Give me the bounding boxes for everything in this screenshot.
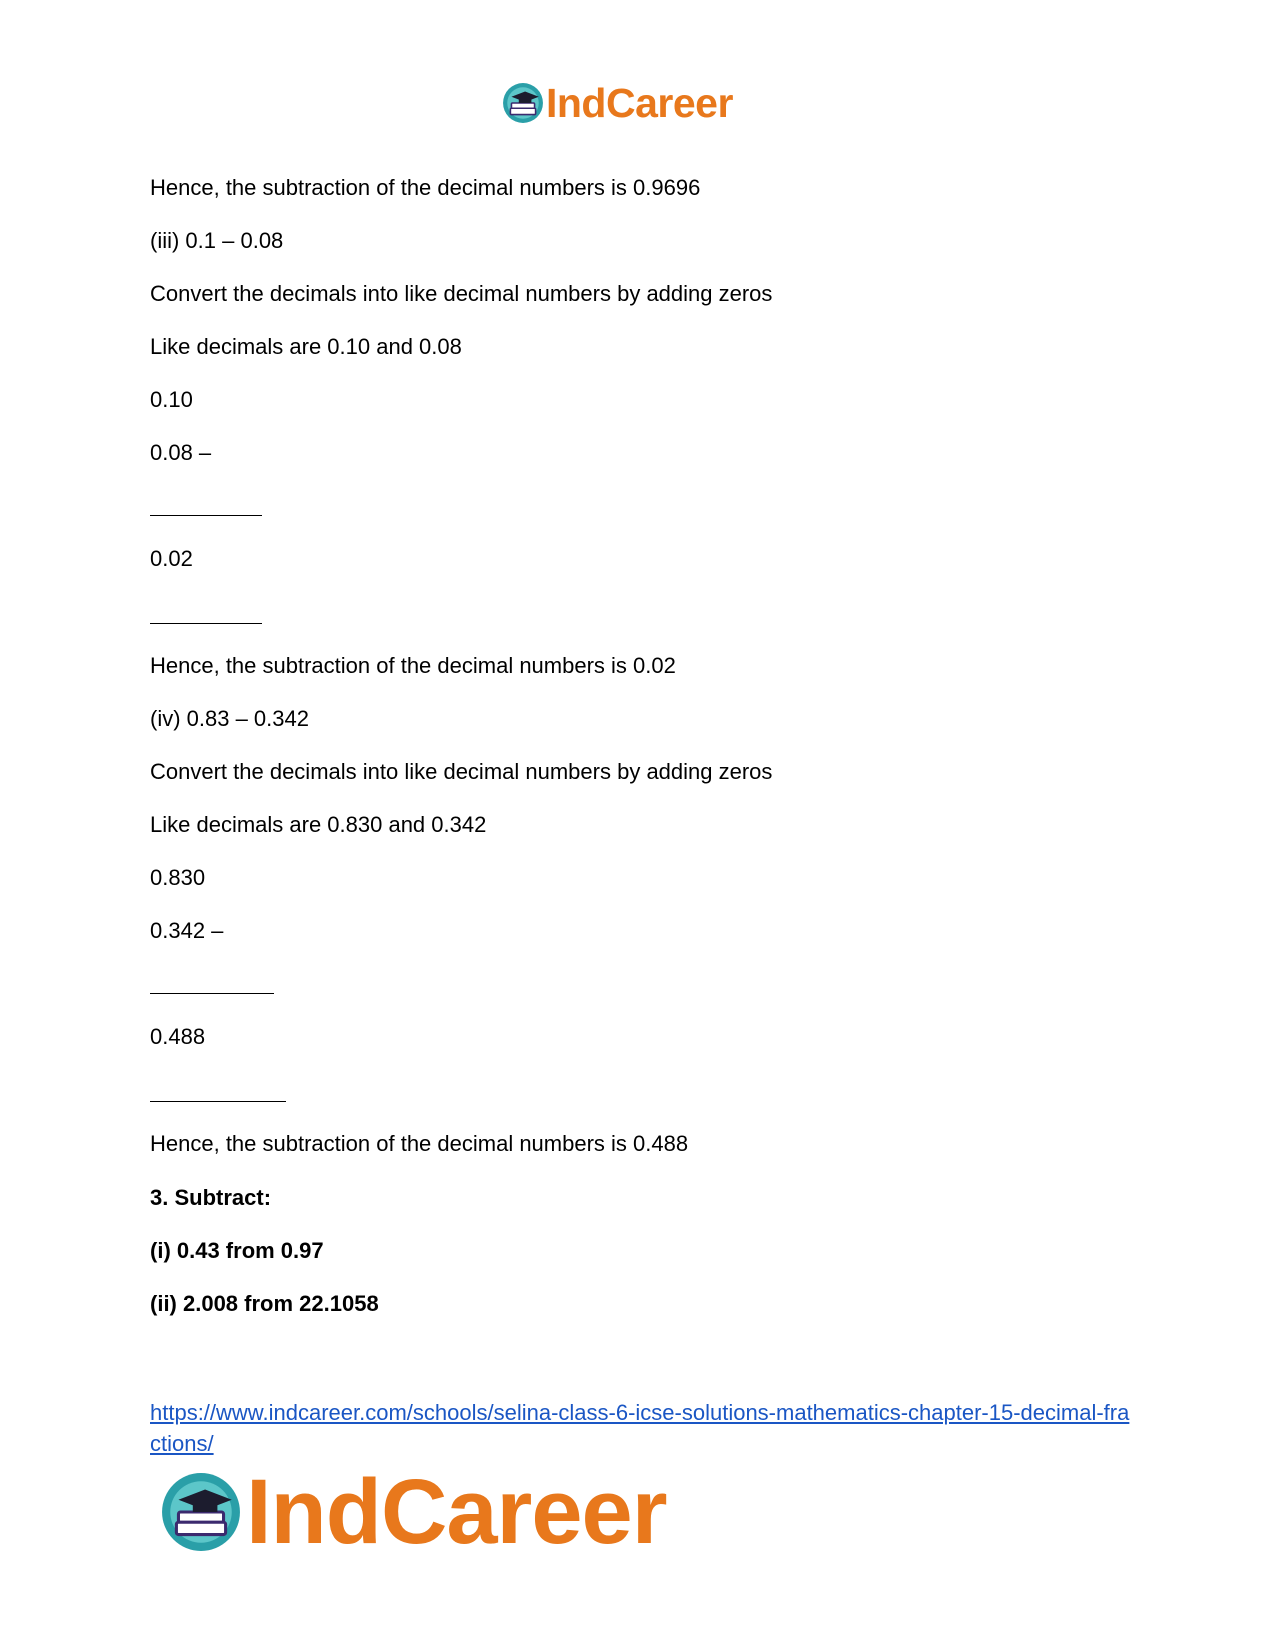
question-part: (i) 0.43 from 0.97 xyxy=(150,1238,324,1263)
footer-logo-text: IndCareer xyxy=(246,1461,667,1563)
question-part: (ii) 2.008 from 22.1058 xyxy=(150,1291,379,1316)
footer-logo xyxy=(160,1462,667,1562)
underline-divider xyxy=(150,623,262,624)
underline-divider xyxy=(150,515,262,516)
text-line: Like decimals are 0.10 and 0.08 xyxy=(150,334,462,359)
text-line: Like decimals are 0.830 and 0.342 xyxy=(150,812,487,837)
text-line: 0.02 xyxy=(150,546,193,571)
text-line: 0.488 xyxy=(150,1024,206,1049)
text-line: 0.10 xyxy=(150,387,193,412)
header-logo xyxy=(502,78,733,128)
header-logo-text: IndCareer xyxy=(546,79,733,126)
text-line: 0.342 – xyxy=(150,918,224,943)
text-line: (iv) 0.83 – 0.342 xyxy=(150,706,309,731)
source-link[interactable]: https://www.indcareer.com/schools/selina-class-6-icse-solutions-mathematics-chapter-15-decimal-fractions/ xyxy=(150,1400,1130,1456)
text-line: 0.830 xyxy=(150,865,206,890)
text-line: Hence, the subtraction of the decimal numbers is 0.02 xyxy=(150,653,676,678)
graduation-books-icon xyxy=(502,82,544,124)
question-title: 3. Subtract: xyxy=(150,1185,272,1210)
underline-divider xyxy=(150,1101,286,1102)
text-line: Convert the decimals into like decimal numbers by adding zeros xyxy=(150,759,773,784)
text-line: 0.08 – xyxy=(150,440,212,465)
text-line: Hence, the subtraction of the decimal numbers is 0.9696 xyxy=(150,175,701,200)
text-line: (iii) 0.1 – 0.08 xyxy=(150,228,284,253)
text-line: Hence, the subtraction of the decimal numbers is 0.488 xyxy=(150,1131,689,1156)
graduation-books-icon xyxy=(160,1471,242,1553)
text-line: Convert the decimals into like decimal numbers by adding zeros xyxy=(150,281,773,306)
underline-divider xyxy=(150,993,274,994)
